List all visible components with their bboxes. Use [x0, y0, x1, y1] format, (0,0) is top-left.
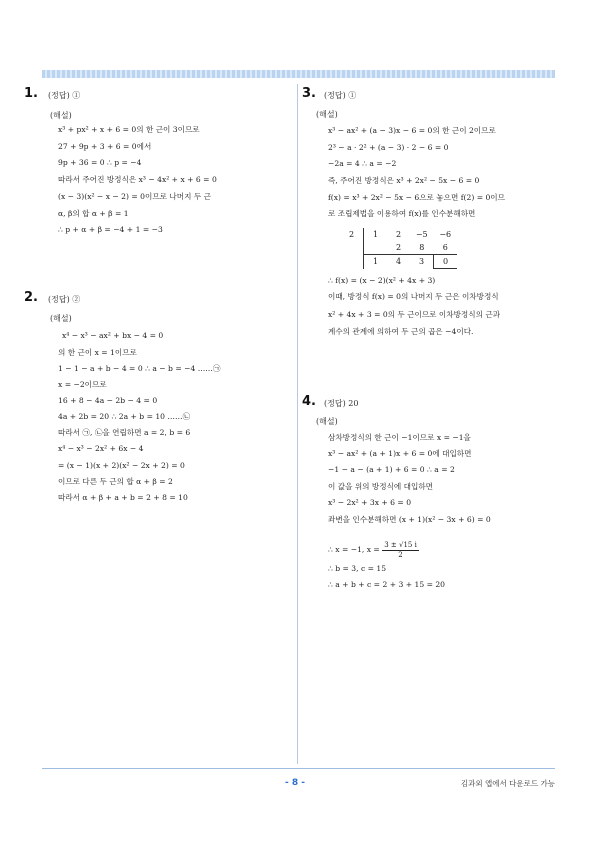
synth-cell: 8 — [410, 241, 434, 255]
q4-fraction — [382, 541, 419, 560]
q1-solution-label: (해설) — [50, 111, 72, 120]
q2-line: x = −2이므로 — [58, 380, 107, 389]
synth-cell: 2 — [387, 241, 410, 255]
synth-cell: 1 — [364, 228, 388, 241]
q2-line: 4a + 2b = 20 ∴ 2a + b = 10 ……㉡ — [58, 412, 191, 421]
q4-roots-text: ∴ x = −1, x = — [328, 545, 380, 554]
footer-note: 김과외 앱에서 다운로드 가능 — [460, 779, 555, 788]
q4-line: 좌변을 인수분해하면 (x + 1)(x² − 3x + 6) = 0 — [328, 515, 491, 524]
synth-cell: −6 — [439, 230, 452, 239]
synth-cell: 2 — [348, 230, 355, 239]
q1-line: (x − 3)(x² − x − 2) = 0이므로 나머지 두 근 — [58, 192, 211, 201]
synth-cell — [340, 241, 364, 255]
q2-line: = (x − 1)(x + 2)(x² − 2x + 2) = 0 — [58, 461, 185, 470]
q3-line: 2³ − a · 2² + (a − 3) · 2 − 6 = 0 — [328, 143, 449, 152]
q2-line: 1 − 1 − a + b − 4 = 0 ∴ a − b = −4 ……㉠ — [58, 364, 221, 373]
q3-number: 3. — [302, 86, 316, 101]
q3-line: x³ − ax² + (a − 3)x − 6 = 0의 한 근이 2이므로 — [328, 126, 496, 135]
q2-answer: (정답) ② — [48, 295, 81, 304]
q3-line: −2a = 4 ∴ a = −2 — [328, 159, 397, 168]
q4-fraction-denominator: 2 — [398, 550, 403, 559]
q3-answer: (정답) ① — [324, 91, 357, 100]
q2-line: 16 + 8 − 4a − 2b − 4 = 0 — [58, 396, 158, 405]
q3-line: f(x) = x³ + 2x² − 5x − 6으로 놓으면 f(2) = 0이므 — [328, 193, 505, 202]
q2-solution-label: (해설) — [50, 314, 72, 323]
q4-fraction-numerator: 3 ± √15 i — [384, 540, 417, 549]
q4-number: 4. — [302, 394, 316, 409]
q1-answer: (정답) ① — [48, 91, 81, 100]
q2-number: 2. — [24, 290, 38, 305]
q4-line: ∴ a + b + c = 2 + 3 + 15 = 20 — [328, 580, 446, 589]
q4-answer: (정답) 20 — [324, 399, 359, 408]
q3-line: x² + 4x + 3 = 0의 두 근이므로 이차방정식의 근과 — [328, 310, 501, 319]
q4-line: x³ − ax² + (a + 1)x + 6 = 0에 대입하면 — [328, 449, 472, 458]
q3-line: 로 조립제법을 이용하여 f(x)를 인수분해하면 — [328, 209, 476, 218]
q3-line: 즉, 주어진 방정식은 x³ + 2x² − 5x − 6 = 0 — [328, 176, 480, 185]
q2-line: 따라서 α + β + a + b = 2 + 8 = 10 — [58, 493, 188, 502]
q1-line: α, β의 합 α + β = 1 — [58, 209, 129, 218]
q4-solution-label: (해설) — [316, 417, 338, 426]
synth-cell: 1 — [364, 255, 388, 269]
footer-rule — [42, 768, 555, 769]
q1-number: 1. — [24, 86, 38, 101]
q4-roots-line — [328, 540, 419, 560]
q4-line: x³ − 2x² + 3x + 6 = 0 — [328, 498, 412, 507]
column-divider — [297, 84, 298, 764]
synth-cell: 4 — [395, 257, 402, 267]
synth-cell: 6 — [434, 241, 458, 255]
synth-cell — [340, 255, 364, 269]
synth-remainder-cell: 0 — [434, 255, 458, 269]
q2-line: 따라서 ㉠, ㉡을 연립하면 a = 2, b = 6 — [58, 428, 191, 437]
q3-line: ∴ f(x) = (x − 2)(x² + 4x + 3) — [328, 276, 436, 285]
synth-cell — [364, 241, 388, 255]
q1-line: ∴ p + α + β = −4 + 1 = −3 — [58, 225, 163, 234]
q3-line: 이때, 방정식 f(x) = 0의 나머지 두 근은 이차방정식 — [328, 292, 499, 301]
synth-cell: −5 — [415, 230, 428, 239]
q4-line: 이 값을 위의 방정식에 대입하면 — [328, 482, 434, 491]
q2-line: 의 한 근이 x = 1이므로 — [58, 348, 137, 357]
page-number: - 8 - — [285, 778, 305, 788]
q3-line: 계수의 관계에 의하여 두 근의 곱은 −4이다. — [328, 327, 474, 336]
header-bar — [42, 70, 555, 78]
q2-line: x⁴ − x³ − ax² + bx − 4 = 0 — [62, 331, 164, 340]
q2-line: 이므로 다른 두 근의 합 α + β = 2 — [58, 477, 173, 486]
q4-line: ∴ b = 3, c = 15 — [328, 564, 387, 573]
q2-line: x⁴ − x³ − 2x² + 6x − 4 — [58, 444, 144, 453]
q1-line: 27 + 9p + 3 + 6 = 0에서 — [58, 142, 152, 151]
q1-line: 9p + 36 = 0 ∴ p = −4 — [58, 158, 142, 167]
q4-line: 삼차방정식의 한 근이 −1이므로 x = −1을 — [328, 433, 471, 442]
synthetic-division-table — [340, 228, 457, 269]
q4-line: −1 − a − (a + 1) + 6 = 0 ∴ a = 2 — [328, 465, 455, 474]
q3-solution-label: (해설) — [316, 110, 338, 119]
q1-line: x³ + px² + x + 6 = 0의 한 근이 3이므로 — [58, 125, 200, 134]
synth-cell: 3 — [418, 257, 425, 267]
q1-line: 따라서 주어진 방정식은 x³ − 4x² + x + 6 = 0 — [58, 175, 217, 184]
synth-cell: 2 — [395, 230, 402, 239]
